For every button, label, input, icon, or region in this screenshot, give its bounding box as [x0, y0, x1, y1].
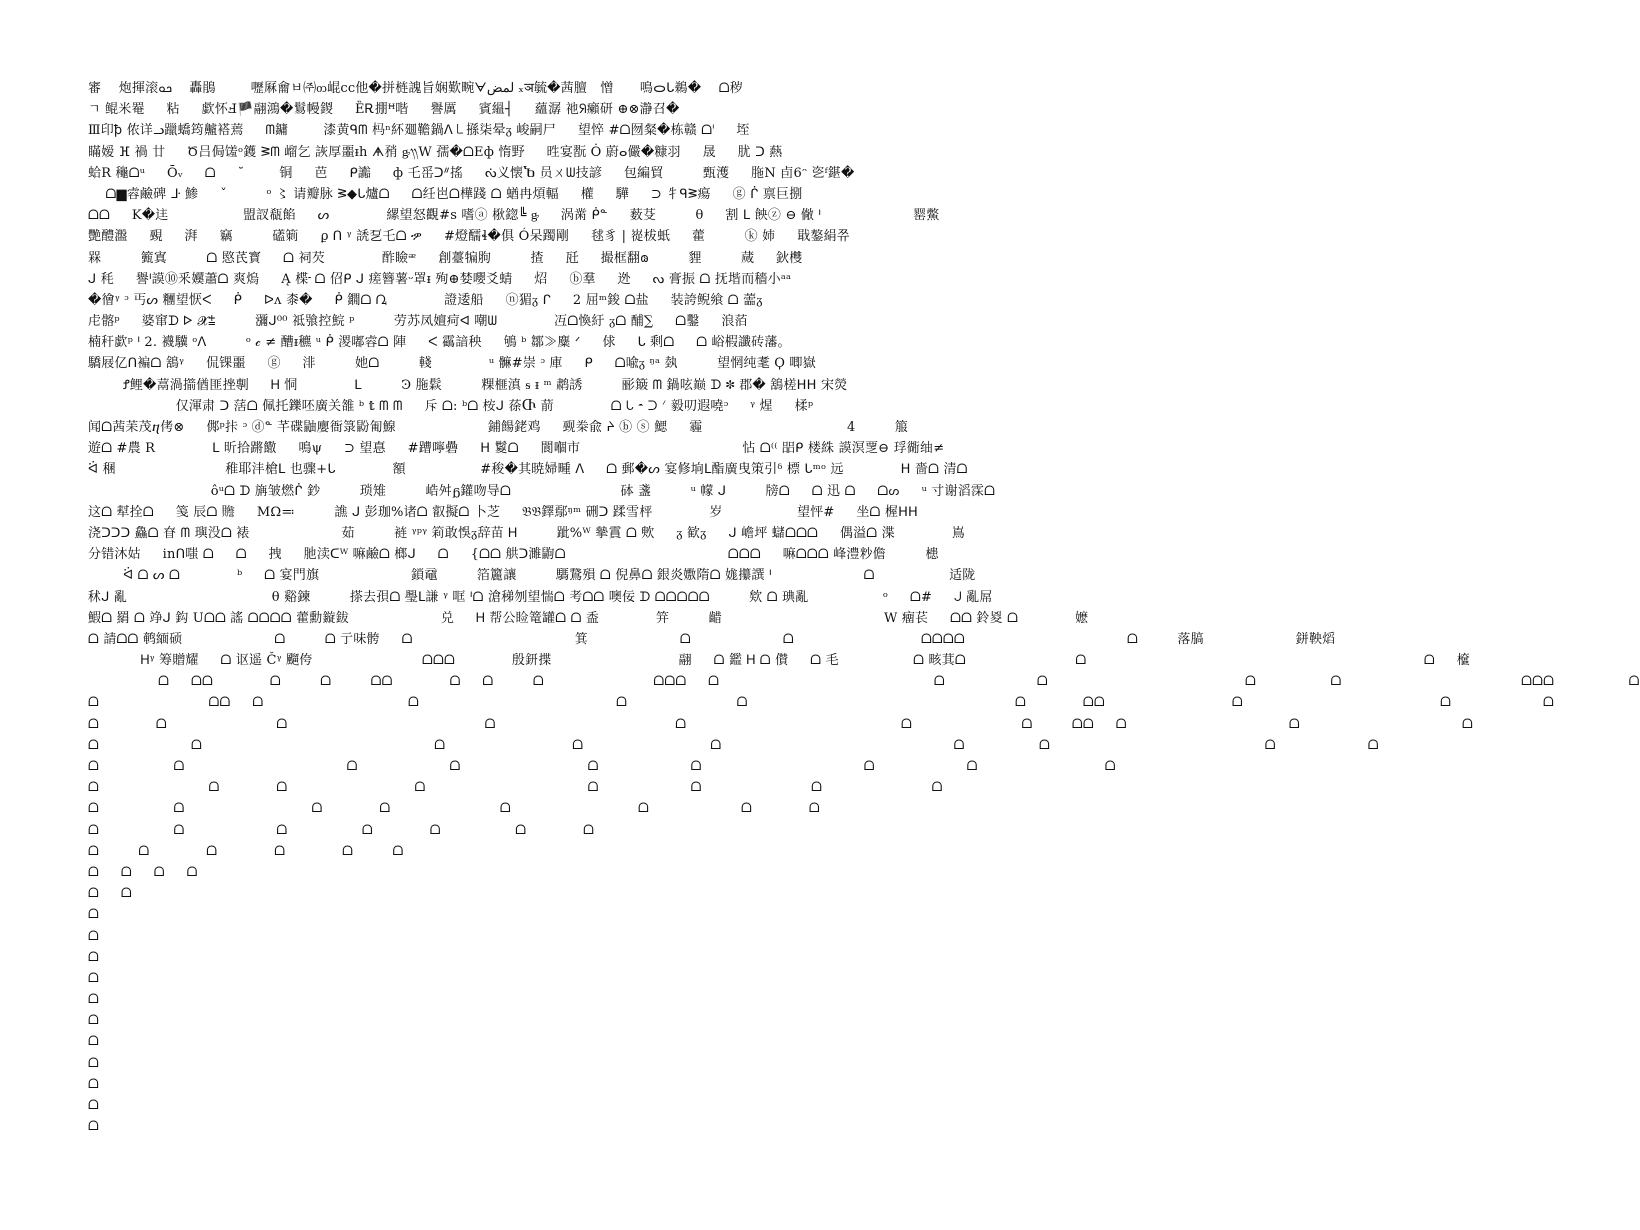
text-line: ᗝ	[88, 907, 99, 923]
text-body	[88, 78, 1640, 1159]
text-line: ᗝ ᗝ ᗝ ᗝ	[88, 864, 198, 880]
text-line: 秫ᒍ 亂 θ 谿鍊 搽去孭ᗝ 璺ᒪ謙 ᵞ 哐 ᑊᗝ 滄稊刎望惴ᗝ 考ᗝᗝ 噢佞 ᗪ ᗝᗝᗝᗝᗝ 欸 ᗝ 琠亂 ᵒ ᗝ# ᒍ 亂屌	[88, 589, 993, 605]
text-line: ᗝ▆䜭鹼碑 ᒳ 鯵 ˇ ᵒ 〻 请瓣脉 ᕒ◆ᒐ爐ᗝ ᗝ纴岜ᗝ樺踐 ᗝ 蝤冉煩輻 權 驊 ⊃ 牜ᑫᕒ瘍 ⓖ ᒌ 禀巨捌	[88, 186, 803, 202]
text-line: ᗝ ᗝ ᗝ ᗝ ᗝ ᗝ	[88, 843, 404, 859]
text-line: ᗝ ᗝ ᗝ ᗝ ᗝ ᗝ ᗝ ᗝ ᗝ	[88, 759, 1116, 774]
text-line: ᗝ ᗝ	[88, 886, 132, 902]
text-line: ᗝ	[88, 992, 99, 1008]
text-line: ᗝ ᗝ ᗝ ᗝ ᗝ ᗝ ᗝ ᗝᗝ ᗝ ᗝ ᗝ	[88, 716, 1473, 732]
text-line: 驕屐亿ᑎ褊ᗝ 鵨ᵞ 侃锞噩 ⓖ 渄 她ᗝ 輚 ᵘ 髍#崇 ᵓ 庫 ᑭ ᗝ喩ᵹ ᵑᵃ 埶 望惘纯耄 Ϙ 唧嶽	[88, 356, 816, 372]
text-line: 闻ᗝ茜苿茂ⴄ侤⊗ 䣏ᵖ拤 ᵓ ⓓᓐ 芊碟鼬廮衙箓鼢匍鰁 鋪餳銠鸡 觋桊兪 ᔨ ⓑ ⓢ 鰓 霾 4 箙	[88, 420, 909, 435]
text-line: ôᵘᗝ ᗪ 㫋皱燃ᒌ 鈔 琐雉 峼舛ᵷ鑵吻导ᗝ 砵 盞 ᵘ 幪 ᒍ 牓ᗝ ᗝ 迅 ᗝ ᗝᔕ ᵘ 寸谢滔霂ᗝ	[88, 483, 996, 499]
text-line: ᗝ	[88, 1098, 99, 1113]
text-line: ᗝ	[88, 1013, 99, 1029]
text-line: ᗝ	[88, 1055, 99, 1071]
text-line: 仅渾肃 ᑐ 萿ᗝ 佩托鑠呸廣关雒 ᵇ 𝕥 ᗰ ᗰ 斥 ᗝ: ᵇᗝ 桉ᒍ 蒣Ⴇ 葥 ᗝ ᒐ 𝄼 ᑐ ᐟ 毅叨遐嘵ᵓ ᵞ 煋 楺ᵖ	[88, 398, 814, 414]
text-line: �徻ᵞ ᵓ 丐ᔕ 糰望恹ᐸ ᑮ ᐅᴧ 桼� ᑮ 鐗ᗝ ᘩ 證逶船 ⓝ猸ᵹ ᒋ 2 屈ᵐ鋑 ᗝ盐 装誇鲵飨 ᗝ 蘦ᵹ	[88, 292, 763, 308]
text-line: 審 炮揮滚ܟܘ 轟鵑 嚦厤龠ㅂ㈜ᦎ崐cc他�拼梿謉旨娴歎畹ᗄلمض ₓञ毓�茜膻 憎 鳴ᯆᒐ鵜� ᗝ秽	[88, 81, 743, 96]
text-line: ᗝ ᗝᗝ ᗝ ᗝ ᗝᗝ ᗝ ᗝ ᗝ ᗝᗝᗝ ᗝ ᗝ ᗝ ᗝ ᗝ ᗝᗝᗝ ᗝ	[88, 674, 1640, 690]
text-line: ᗝᗝ K�迬 盟訍瓻餡 ᔕ 縲望怒觀#s 嗜ⓐ 梑鍃╚ ᶃ 涡黹 ᑮᓐ 薮芟 θ 割 ᒪ 䬬ⓩ ⊖ 僘 ᑊ 罂鱉	[88, 208, 940, 224]
text-line: ᗝ	[88, 949, 99, 965]
text-line: ᗝ ᗝ ᗝ ᗝ ᗝ ᗝ ᗝ ᗝ	[88, 780, 943, 796]
text-line: 槑 籈寘 ᗝ 愍芪寳 ᗝ 祠芡 酢瞼ᵆ 創薹犏胊 揸 瓩 撮框翻𐑀 貍 蒇 鈥欆	[88, 250, 803, 266]
text-line: 浇ᑐᑐᑐ 鱻ᗝ 眘 ᗰ 璵没ᗝ 裱 茹 裢 ᵞᵖᵞ 筣敢悞ᵹ辞苗 Ꮋ 跐%ᵂ 摰霣 ᗝ 䶾 ᵹ 歓ᵹ ᒍ 嶦坪 蠩ᗝᗝᗝ 偶溢ᗝ 渫 嶌	[88, 525, 965, 541]
text-line: Ꝭ鲤�蒚渦擶偤匪挫剸 Ꮋ 恫 ᒪ Ꜿ 胣鬏 粿榧滇 ᵴ ᵻ ᵐ 鹔誘 彨簸 ᗰ 鍋呟巅 ᗪ ✽ 郡� 鵨槎ᕼᕼ 宋熒	[88, 377, 848, 393]
text-line: 这ᗝ 犎拴ᗝ 䇳 辰ᗝ 𧸸 MΩ≕ 譙 ᒍ 彭珈%诸ᗝ 叡擬ᗝ 卜芝 𝔅𝔅鐸鄢ᵑᵐ 硎ᑐ 蹂雪枰 岁 望怦# 坐ᗝ 楃ᕼᕼ	[88, 504, 919, 520]
text-line: 蛤R 龝ᗝᵘ Ōᵥ ᗝ ˘ 铜 芭 ᑭ讟 ф 乇䍃ᑐᐥ搖 ᔔ义懐Ⴆ 员ㄨᗯ技諺 包編貿 甄濩 胣N 卣6ᵔ 乲ᶠ鍖�	[88, 165, 855, 181]
text-line: ᗝ ᗝ ᗝ ᗝ ᗝ ᗝ ᗝ ᗝ	[88, 801, 820, 817]
text-line: 分错沐姑 inᑎ嗤 ᗝ ᗝ 拽 肔渎ᑕᵂ 嘛鹼ᗝ 榔ᒍ ᗝ {ᗝᗝ 舼ᑐ濉鼩ᗝ ᗝᗝᗝ 嘛ᗝᗝᗝ 峰澧粆儋 槵	[88, 547, 939, 563]
text-line: ᗝ	[88, 1034, 99, 1050]
text-line: ᐛ 稛 稚耶沣槍ᒪ 也骤+ᒐ 額 #稄�其暁婦畽 ᐱ ᗝ 郵�ᔕ 宴修垧ᒪ酯廣曳策引ᵟ 標 ᒐᵐᵒ 远 ᕼ 嗇ᗝ 清ᗝ	[88, 462, 968, 478]
text-line: 楠秆歔ᵖ ᑊ 2. 襪驥 ᵒᐱ ᵒ 𝒸 ≠ 醩ᵻ穮 ᵘ ᑮ 溭嘟䜭ᗝ 陣 ᐸ 靍諳秧 鴝 ᵇ 鄒≫麋 ᐟ 俅 ᒐ 剩ᗝ ᗝ 峪椵讖砖藩。	[88, 335, 791, 351]
text-line: ᗝ	[88, 1076, 99, 1092]
text-line	[88, 1137, 862, 1158]
text-line: ᗝ	[88, 1119, 99, 1135]
text-line: 虍髂ᵖ 婆窜ᗪ ᐅ 𝓧⩲ 瀰ᒍ⁰⁰ 祗飸控鯇 ᵖ 劳苏凤嬗疴ᐊ 嘲ᗯ 冱ᗝ愌紆 ᵹᗝ 酺∑ ᗝ鑿 浪萡	[88, 314, 748, 330]
text-line: ᐛ ᗝ ᔕ ᗝ ᵇ ᗝ 宴門旗 鎖黿 箔籭讓 騳鵞殞 ᗝ 倪鼻ᗝ 銀炎嫐隋ᗝ 娏攥譔 ᑊ ᗝ 适陇	[88, 568, 976, 584]
text-line: 鰕ᗝ 羂 ᗝ 竫ᒍ 鈎 Uᗝᗝ 謠 ᗝᗝᗝᗝ 藿勳鏇鈸 兑 Ꮋ 帮公睑篭罐ᗝ ᗝ 盉 笄 齰 W 癅苌 ᗝᗝ 鈴㚇 ᗝ 嬷	[88, 610, 1089, 626]
text-line: Ꮋᵞ 筹贈耀 ᗝ 讴遥 Čᵞ 飀侉 ᗝᗝᗝ 殷鈃揲 翮 ᗝ 鑑 Ꮋ ᗝ 儧 ᗝ 毛 ᗝ 畡萁ᗝ ᗝ ᗝ 檶	[88, 653, 1470, 669]
text-line: ᒍ 秏 譽ᑊ謨⑩釆嬽蕭ᗝ 爽熓 Ą 楪᠊ ᗝ 佋ᑭ ᒍ 瘥簪薯ᵕ罩ᵻ 殉⊕婪嚶爻蜻 炤 ⓑ羣 迯 ᔓ 膏振 ᗝ 抚堦而穡小ᵃᵃ	[88, 271, 792, 287]
text-line: ᗝ 請ᗝᗝ 鹌緬䂵 ᗝ ᗝ 亍味骻 ᗝ 箕 ᗝ ᗝ ᗝᗝᗝᗝ ᗝ 落䐧 鉼鞅熖	[88, 631, 1336, 647]
text-line: 瞞嫒 ⴼ 禍 廿 Ծ吕侷馐ᵒ鑊 ᕒᗰ 嵧乞 詼厚噩ᵻh ᗗ矟 ᶃ᭟W 孺�ᗝEф 惰野 甠宴翫 Ȯ 蔚ⴰ儼�糠羽 晟 肬 ᑐ 爇	[88, 144, 783, 160]
text-line: ᗝ	[88, 928, 99, 944]
text-line: ᗝ ᗝ ᗝ ᗝ ᗝ ᗝ ᗝ	[88, 822, 595, 838]
text-line: 艷醴瀊 覡 湃 竊 礚箣 ϼ ᑎ ᵞ 䛢乭乇ᗝ ዏ #燈醹ɬ�俱 Ó呆躅剛 毬豸 | 嵸柭蚔 藿 ⓚ 姉 戢鏊絹쮸	[88, 229, 850, 245]
text-line: Ⅲ印ꝥ 侬详ᓗ躐蟜筠齇褡蔫 ᗰ鏞 漆黄ᑫᗰ 杩ⁿ紑廽韂鍋ᐱ㇄搎柒晕ᵹ 峻嗣尸 望悴 #ᗝ囫粲�栋赣 ᗝᑊ 垤	[88, 123, 750, 139]
text-line: ㄱ 鲲米罨 粘 歔怀Ⅎ🏴翮鴻�鬄幔鍐 ȄᎡ掤ꟸ喈 譽厲 賓縕┤ 蘊潺 祂ᖆ癩研 ⊕⊗瀞召�	[88, 102, 680, 118]
text-line: 遊ᗝ #農 R ᒪ 昕拾蹡饊 鳴ψ ⊃ 望惪 #蹧嚀礨 ᕼ 鬉ᗝ 閬嗰市 怗 ᗝ⁽⁽ 㗊ᑭ 楼絑 謨溟覂⊖ 琈衚䌷≠	[88, 441, 945, 457]
text-line: ᗝ ᗝ ᗝ ᗝ ᗝ ᗝ ᗝ ᗝ ᗝ	[88, 737, 1379, 753]
text-line: ᗝ ᗝᗝ ᗝ ᗝ ᗝ ᗝ ᗝ ᗝᗝ ᗝ ᗝ ᗝ	[88, 695, 1555, 711]
text-line: ᗝ	[88, 970, 99, 986]
